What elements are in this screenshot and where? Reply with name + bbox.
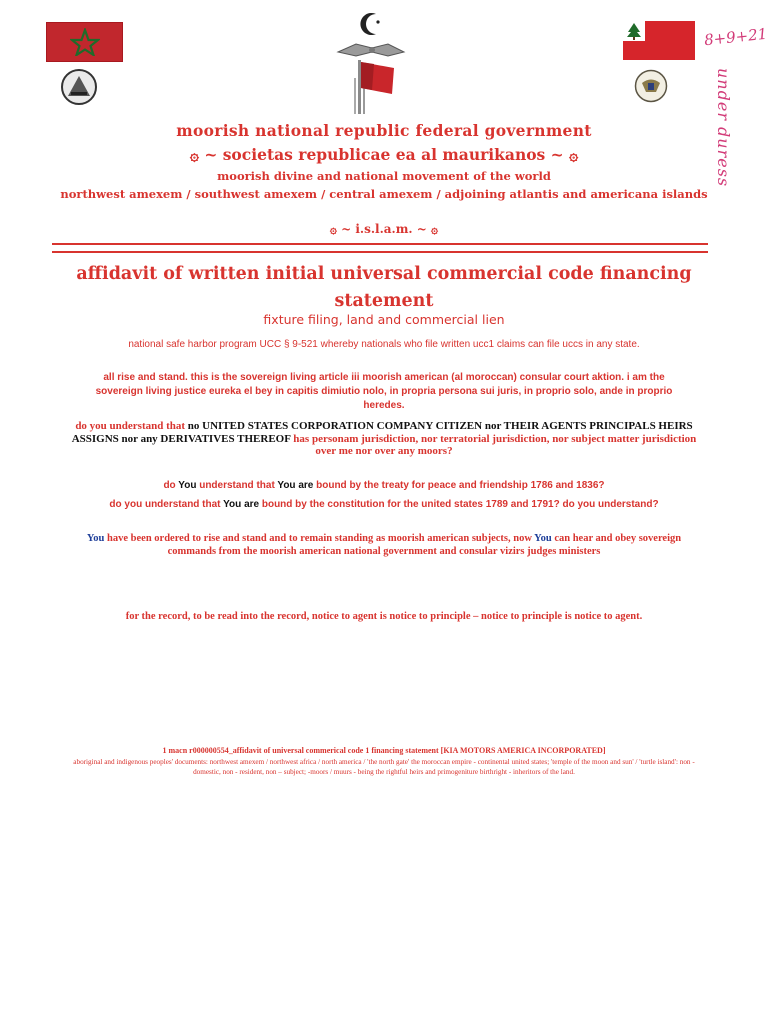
document-subtitle: fixture filing, land and commercial lien [263,312,505,327]
order-paragraph [70,533,698,558]
question-text: understand that [199,480,275,491]
question-text: bound by the treaty for peace and friendship 1786 and 1836? [316,480,605,491]
islam-line [0,222,768,236]
question-text: do [163,480,176,491]
footer-reference: 1 macn r000000554_affidavit of universal commerical code 1 financing statement [KIA MOTORS AMERICA INCORPORATED] [162,746,606,755]
ornament-right-icon: ۞ [569,145,579,164]
handwritten-date: 8+9+21 [703,24,768,50]
societas-text: ~ societas republicae ea al maurikanos ~ [204,145,564,164]
star-icon [70,28,100,56]
handshake-icon [336,38,406,60]
moroccan-flag-image [46,22,123,62]
crescent-icon [356,11,384,37]
eagle-seal-icon [634,68,668,104]
order-text: can hear and obey sovereign commands from the moorish american national government and consular vizirs judges ministers [167,533,682,557]
constitution-question [70,498,698,511]
footer-description: aboriginal and indigenous peoples' documents: northwest amexem / northwest africa / north america / 'the north gate' the moroccan empire - continental united states; 'temple of the moon and sun' / 'turtle island': non - domestic, non - resident, non – subject; -moors / muurs - being the rightful heirs and primogeniture birthright - inheritors of the land. [73,758,695,776]
pine-tree-icon [627,23,641,40]
government-title: moorish national republic federal government [176,121,592,140]
divider [52,243,708,245]
pyramid-seal-icon [60,68,98,106]
order-emphasis: You [534,533,552,544]
record-paragraph: for the record, to be read into the record, notice to agent is notice to principle – notice to principle is notice to agent. [125,611,643,622]
order-emphasis: You [86,533,105,544]
handwritten-note: under duress [714,68,733,188]
rise-paragraph: all rise and stand. this is the sovereign living article iii moorish american (al moroccan) consular court aktion. i am the sovereign living justice eureka el bey in capitis dimiutio nolo, in propria persona sui juris, in proprio solo, ande in proprio heredes. [95,372,673,411]
question-text: bound by the constitution for the united states 1789 and 1791? do you understand? [261,499,659,510]
ornament-left-icon: ۞ [329,222,337,236]
question-emphasis: are [244,499,260,510]
jurisdiction-question [70,420,698,458]
question-text: has personam jurisdiction, nor terratorial jurisdiction, nor subject matter jurisdiction over me nor over any moors? [293,432,697,457]
question-emphasis: You [277,480,296,491]
treaty-question [70,480,698,491]
question-emphasis: no UNITED STATES CORPORATION COMPANY CITIZEN nor THEIR AGENTS PRINCIPALS HEIRS ASSIGNS nor any DERIVATIVES THEREOF [71,420,693,445]
order-text: have been ordered to rise and stand and to remain standing as moorish american subjects, now [107,533,532,544]
regions-line: northwest amexem / southwest amexem / central amexem / adjoining atlantis and americana islands [60,187,708,201]
islam-text: ~ i.s.l.a.m. ~ [341,222,427,236]
divider [52,251,708,253]
question-emphasis: You [223,499,242,510]
pine-tree-flag-image [623,21,695,60]
ornament-left-icon: ۞ [189,145,199,164]
societas-line [0,145,768,164]
banner-flag-icon [350,58,400,114]
question-emphasis: are [298,480,314,491]
safe-harbor-notice: national safe harbor program UCC § 9-521 whereby nationals who file written ucc1 claims can file uccs in any state. [128,339,640,350]
question-text: do you understand that [109,499,221,510]
question-text: do you understand that [75,420,186,432]
movement-line: moorish divine and national movement of the world [217,169,551,183]
document-title: affidavit of written initial universal commercial code financing statement [76,264,692,311]
question-emphasis: You [178,480,197,491]
ornament-right-icon: ۞ [431,222,439,236]
